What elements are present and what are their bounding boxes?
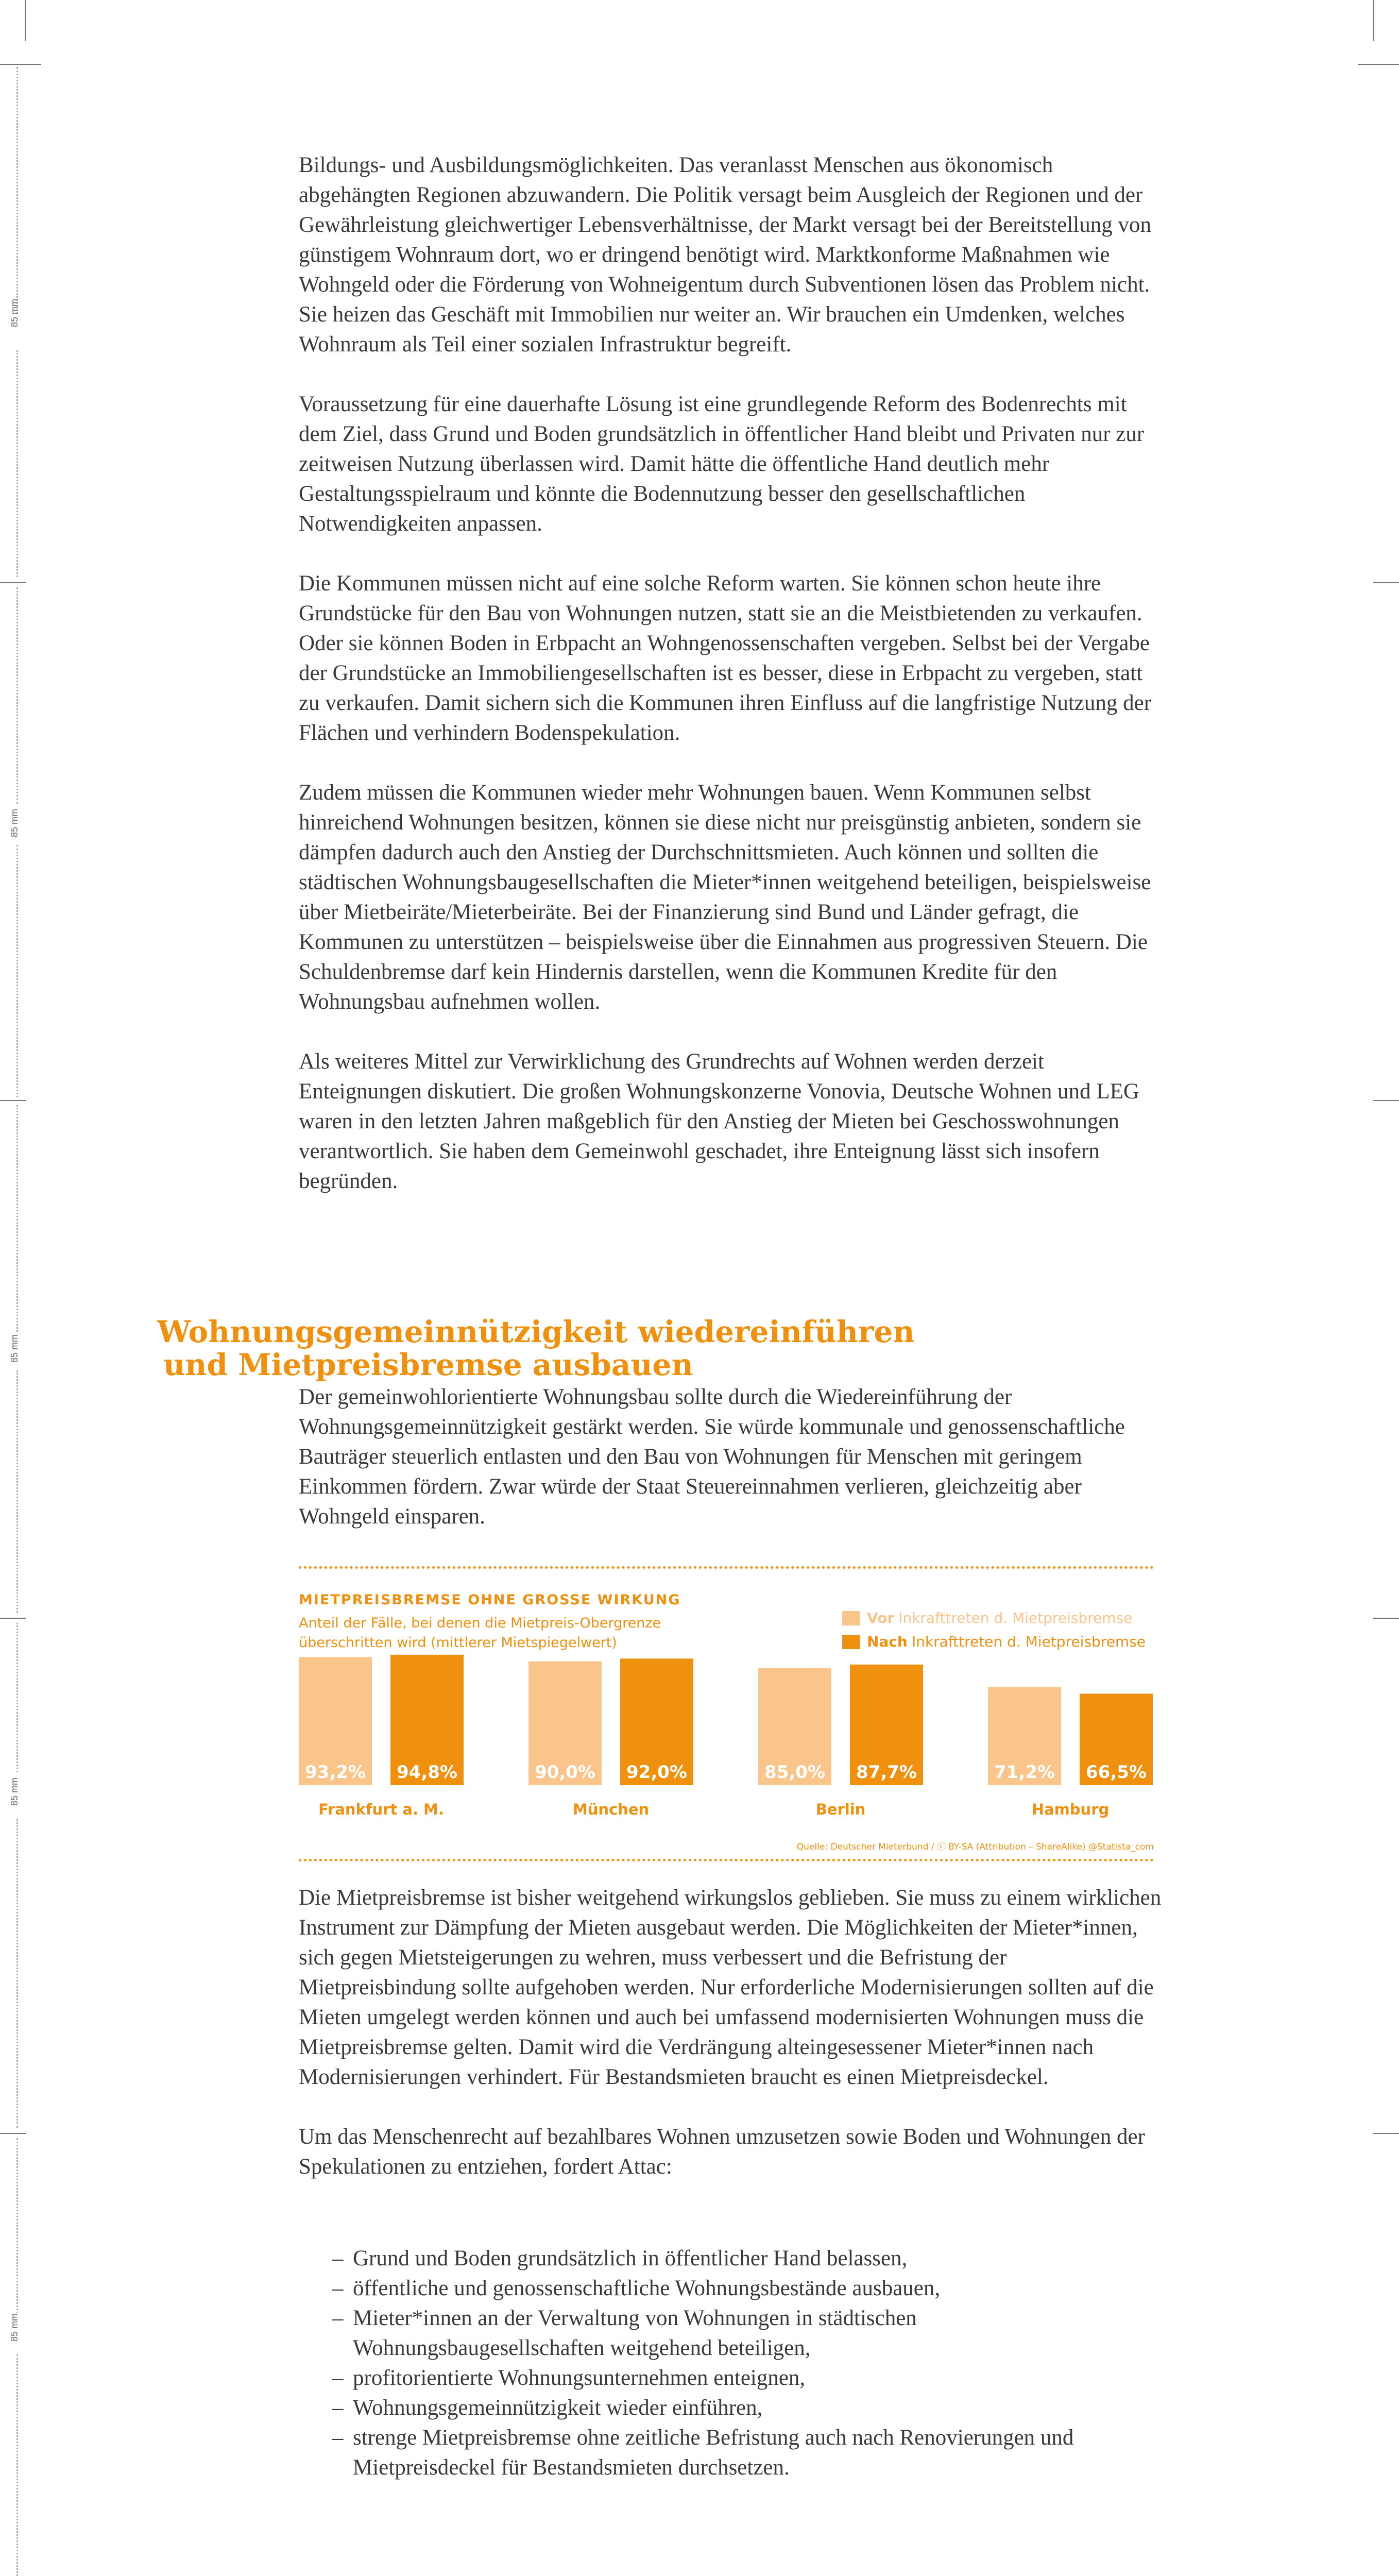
bar-value-label: 94,8% <box>397 1762 457 1783</box>
fold-mark <box>1373 582 1399 583</box>
chart-source: Quelle: Deutscher Mieterbund / ⓒ BY-SA (Attribution – ShareAlike) @Statista_com <box>796 1842 1154 1852</box>
crop-mark <box>0 64 41 65</box>
fold-label: 85 mm <box>9 1777 20 1806</box>
fold-mark <box>0 582 26 583</box>
fold-mark <box>0 1618 26 1619</box>
fold-label: 85 mm <box>9 1334 20 1363</box>
chart-bottom-divider <box>299 1859 1154 1861</box>
demands-list <box>332 2244 1167 2483</box>
section-heading <box>157 1315 1136 1381</box>
measure-line <box>16 1623 18 1772</box>
paragraph: Voraussetzung für eine dauerhafte Lösung ist eine grundlegende Reform des Bodenrechts mit dem Ziel, dass Grund und Boden grundsätzlich in öffentlicher Hand bleibt und Privaten nur zur zeitweisen Nutzung überlassen wird. Damit hätte die öffentliche Hand deutlich mehr Gestaltungsspielraum und könnte die Bodennutzung besser den gesellschaftlichen Notwendigkeiten anpassen. <box>299 392 1145 536</box>
paragraph: Der gemeinwohlorientierte Wohnungsbau sollte durch die Wiedereinführung der Wohnungsgemeinnützigkeit gestärkt werden. Sie würde kommunale und genossenschaftliche Bauträger steuerlich entlasten und den Bau von Wohnungen für Menschen mit geringem Einkommen fördern. Zwar würde der Staat Steuereinnahmen verlieren, gleichzeitig aber Wohngeld einsparen. <box>299 1385 1125 1529</box>
fold-label: 85 mm <box>9 2313 20 2342</box>
bar-value-label: 71,2% <box>994 1762 1055 1783</box>
fold-label: 85 mm <box>9 809 20 838</box>
list-item: – Grund und Boden grundsätzlich in öffentlicher Hand belassen, <box>332 2244 1167 2274</box>
category-label: Berlin <box>815 1801 866 1818</box>
bar-value-label: 90,0% <box>535 1762 595 1783</box>
body-text-top <box>299 150 1164 1226</box>
bar-value-label: 92,0% <box>626 1762 687 1783</box>
bar-value-label: 66,5% <box>1086 1762 1147 1783</box>
category-label: Hamburg <box>1031 1801 1110 1818</box>
paragraph: Zudem müssen die Kommunen wieder mehr Wohnungen bauen. Wenn Kommunen selbst hinreichend Wohnungen besitzen, können sie diese nicht nur preisgünstig anbieten, sondern sie dämpfen dadurch auch den Anstieg der Durchschnittsmieten. Auch können und sollten die städtischen Wohnungsbaugesellschaften die Mieter*innen weitgehend beteiligen, beispielsweise über Mietbeiräte/Mieterbeiräte. Bei der Finanzierung sind Bund und Länder gefragt, die Kommunen zu unterstützen – beispielsweise über die Einnahmen aus progressiven Steuern. Die Schuldenbremse darf kein Hindernis darstellen, wenn die Kommunen Kredite für den Wohnungsbau aufnehmen wollen. <box>299 781 1151 1014</box>
bar-value-label: 93,2% <box>305 1762 366 1783</box>
measure-line <box>16 2354 18 2576</box>
body-text-bottom <box>299 1883 1164 2212</box>
crop-mark <box>1358 64 1399 65</box>
measure-line <box>16 845 18 1097</box>
list-item: – profitorientierte Wohnungsunternehmen enteignen, <box>332 2363 1167 2393</box>
crop-mark <box>25 0 26 41</box>
section-heading-line1: Wohnungsgemeinnützigkeit wiedereinführen <box>157 1314 915 1349</box>
chart-plot <box>299 1566 1154 1870</box>
fold-mark <box>1373 1618 1399 1619</box>
measure-line <box>16 67 18 314</box>
measure-line <box>16 1370 18 1613</box>
chart-subtitle: Anteil der Fälle, bei denen die Mietpreis-Obergrenze überschritten wird (mittlerer Mietspiegelwert) <box>299 1615 661 1651</box>
chart-title: MIETPREISBREMSE OHNE GROSSE WIRKUNG <box>299 1592 681 1608</box>
crop-mark <box>1373 0 1374 41</box>
list-item: – Mieter*innen an der Verwaltung von Wohnungen in städtischen Wohnungsbaugesellschaften weitgehend beteiligen, <box>332 2303 1167 2363</box>
measure-line <box>16 350 18 577</box>
bar-value-label: 87,7% <box>856 1762 917 1783</box>
measure-line <box>16 1819 18 2128</box>
paragraph: Die Kommunen müssen nicht auf eine solche Reform warten. Sie können schon heute ihre Grundstücke für den Bau von Wohnungen nutzen, statt sie an die Meistbietenden zu verkaufen. Oder sie können Boden in Erbpacht an Wohngenossenschaften vergeben. Selbst bei der Vergabe der Grundstücke an Immobiliengesellschaften ist es besser, diese in Erbpacht zu vergeben, statt zu verkaufen. Damit sichern sich die Kommunen ihren Einfluss auf die langfristige Nutzung der Flächen und verhindern Bodenspekulation. <box>299 571 1152 745</box>
body-text-section <box>299 1382 1164 1562</box>
fold-label: 85 mm <box>9 299 20 328</box>
legend-label-before-rest: Inkrafttreten d. Mietpreisbremse <box>898 1609 1133 1626</box>
section-heading-line2: und Mietpreisbremse ausbauen <box>163 1347 693 1382</box>
category-label: München <box>572 1801 650 1818</box>
measure-line <box>16 587 18 804</box>
category-label: Frankfurt a. M. <box>318 1801 444 1818</box>
paragraph: Bildungs- und Ausbildungsmöglichkeiten. Das veranlasst Menschen aus ökonomisch abgehängten Regionen abzuwandern. Die Politik versagt beim Ausgleich der Regionen und der Gewährleistung gleichwertiger Lebensverhältnisse, der Markt versagt bei der Bereitstellung von günstigem Wohnraum dort, wo er dringend benötigt wird. Marktkonforme Maßnahmen wie Wohngeld oder die Förderung von Wohneigentum durch Subventionen lösen das Problem nicht. Sie heizen das Geschäft mit Immobilien nur weiter an. Wir brauchen ein Umdenken, welches Wohnraum als Teil einer sozialen Infrastruktur begreift. <box>299 153 1151 357</box>
measure-line <box>16 1105 18 1332</box>
bar-value-label: 85,0% <box>764 1762 825 1783</box>
paragraph: Als weiteres Mittel zur Verwirklichung des Grundrechts auf Wohnen werden derzeit Enteignungen diskutiert. Die großen Wohnungskonzerne Vonovia, Deutsche Wohnen und LEG waren in den letzten Jahren maßgeblich für den Anstieg der Mieten bei Geschosswohnungen verantwortlich. Sie haben dem Gemeinwohl geschadet, ihre Enteignung lässt sich insofern begründen. <box>299 1049 1139 1193</box>
fold-mark <box>1373 1100 1399 1101</box>
list-item: – Wohnungsgemeinnützigkeit wieder einführen, <box>332 2393 1167 2423</box>
list-item: – öffentliche und genossenschaftliche Wohnungsbestände ausbauen, <box>332 2274 1167 2303</box>
chart <box>299 1566 1154 1870</box>
paragraph: Um das Menschenrecht auf bezahlbares Wohnen umzusetzen sowie Boden und Wohnungen der Spekulationen zu entziehen, fordert Attac: <box>299 2125 1145 2179</box>
legend-label-before-bold: Vor <box>867 1609 895 1626</box>
fold-mark <box>0 2133 26 2134</box>
fold-mark <box>0 1100 26 1101</box>
measure-line <box>16 2138 18 2313</box>
legend-label-after-rest: Inkrafttreten d. Mietpreisbremse <box>911 1633 1146 1650</box>
legend-label-after-bold: Nach <box>867 1633 908 1650</box>
fold-mark <box>1373 2133 1399 2134</box>
list-item: – strenge Mietpreisbremse ohne zeitliche Befristung auch nach Renovierungen und Mietpreisdeckel für Bestandsmieten durchsetzen. <box>332 2423 1167 2483</box>
paragraph: Die Mietpreisbremse ist bisher weitgehend wirkungslos geblieben. Sie muss zu einem wirklichen Instrument zur Dämpfung der Mieten ausgebaut werden. Die Möglichkeiten der Mieter*innen, sich gegen Mietsteigerungen zu wehren, muss verbessert und die Befristung der Mietpreisbindung sollte aufgehoben werden. Nur erforderliche Modernisierungen sollten auf die Mieten umgelegt werden können und auch bei umfassend modernisierten Wohnungen muss die Mietpreisbremse gelten. Damit wird die Verdrängung alteingesessener Mieter*innen nach Modernisierungen verhindert. Für Bestandsmieten braucht es einen Mietpreisdeckel. <box>299 1886 1162 2089</box>
